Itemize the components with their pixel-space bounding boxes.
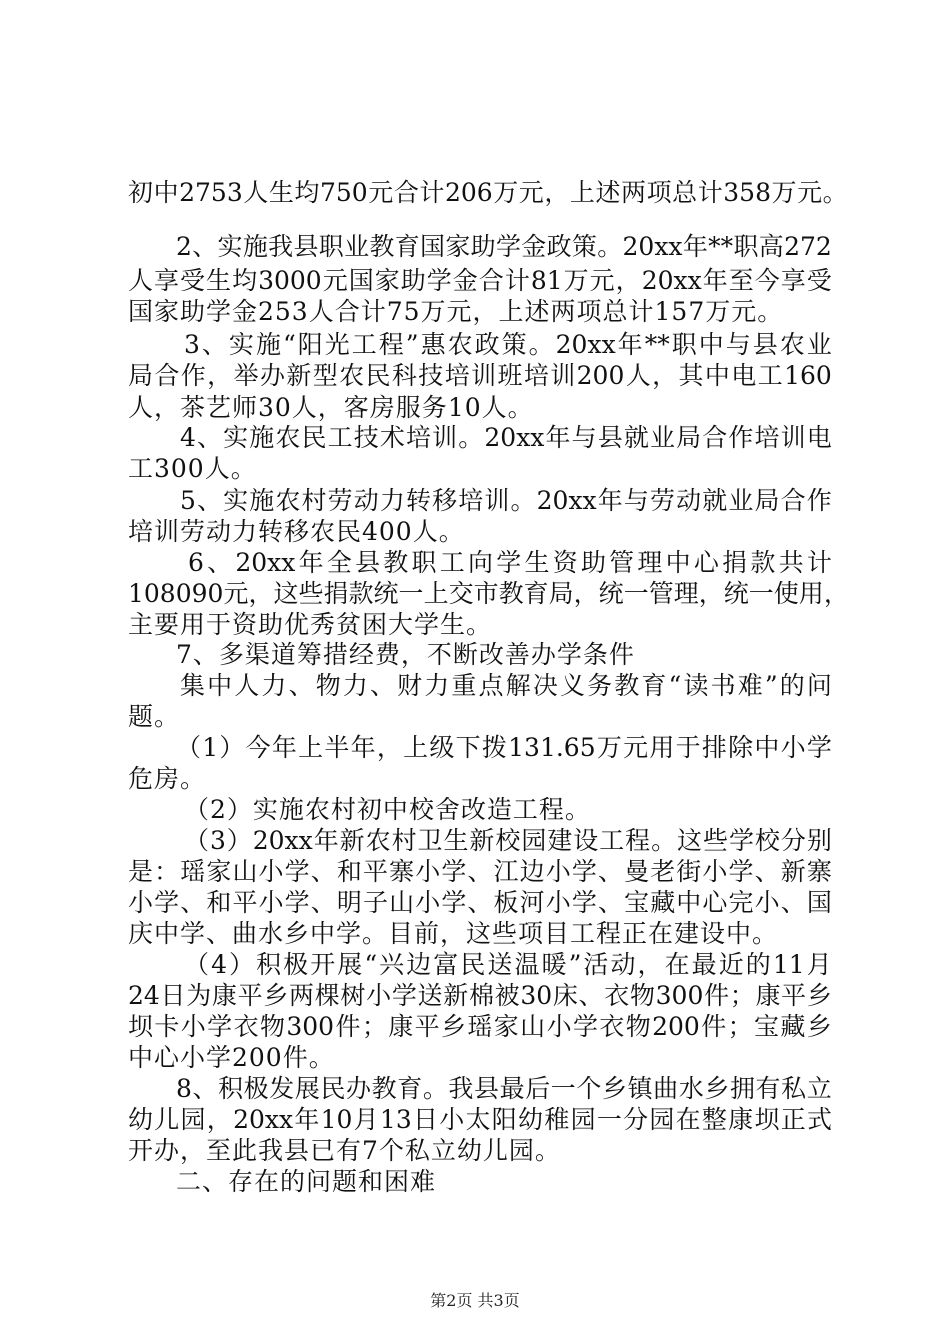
text-line: 4 、 实 施 农 民 工 技 术 培 训 。 20xx 年 与 县 就 业 局 合 作 培 训 电 <box>180 423 832 452</box>
text-line: 5 、 实 施 农 村 劳 动 力 转 移 培 训 。 20xx 年 与 劳 动 就 业 局 合 作 <box>180 486 832 515</box>
text-line: 坝 卡 小 学 衣 物 300 件 ； 康 平 乡 瑶 家 山 小 学 衣 物 200 件 ； 宝 藏 乡 <box>128 1012 832 1041</box>
text-line: （ 1 ） 今 年 上 半 年 ， 上 级 下 拨 131.65 万 元 用 于 排 除 中 小 学 <box>176 733 832 762</box>
text-line: 2 、 实 施 我 县 职 业 教 育 国 家 助 学 金 政 策 。 20xx 年 ** 职 高 272 <box>176 232 832 261</box>
text-line: （ 3 ） 20xx 年 新 农 村 卫 生 新 校 园 建 设 工 程 。 这 些 学 校 分 别 <box>184 826 832 855</box>
text-line: 7、多渠道筹措经费，不断改善办学条件 <box>176 640 635 669</box>
text-line: （ 4 ） 积 极 开 展 “ 兴 边 富 民 送 温 暖 ” 活 动 ， 在 最 近 的 11 月 <box>184 950 832 979</box>
text-line: 108090 元 ， 这 些 捐 款 统 一 上 交 市 教 育 局 ， 统 一 管 理 ， 统 一 使 用 ， <box>128 579 849 608</box>
text-line: 局 合 作 ， 举 办 新 型 农 民 科 技 培 训 班 培 训 200 人 ， 其 中 电 工 160 <box>128 361 832 390</box>
text-line: 8 、 积 极 发 展 民 办 教 育 。 我 县 最 后 一 个 乡 镇 曲 水 乡 拥 有 私 立 <box>176 1074 832 1103</box>
text-line: 危房。 <box>128 764 207 793</box>
text-line: 国家助学金253人合计75万元，上述两项总计157万元。 <box>128 297 784 326</box>
text-line: （2）实施农村初中校舍改造工程。 <box>184 795 591 824</box>
text-line: 开办，至此我县已有7个私立幼儿园。 <box>128 1136 561 1165</box>
text-line: 小 学 、 和 平 小 学 、 明 子 山 小 学 、 板 河 小 学 、 宝 藏 中 心 完 小 、 国 <box>128 888 832 917</box>
text-line: 人，茶艺师30人，客房服务10人。 <box>128 393 534 422</box>
text-line: 3 、 实 施 “ 阳 光 工 程 ” 惠 农 政 策 。 20xx 年 ** 职 中 与 县 农 业 <box>184 330 832 359</box>
text-line: 工300人。 <box>128 454 257 483</box>
page-number-footer: 第2页 共3页 <box>430 1291 520 1310</box>
text-line: 主要用于资助优秀贫困大学生。 <box>128 610 493 639</box>
text-line: 是 ： 瑶 家 山 小 学 、 和 平 寨 小 学 、 江 边 小 学 、 曼 老 街 小 学 、 新 寨 <box>128 857 832 886</box>
text-line: 24 日 为 康 平 乡 两 棵 树 小 学 送 新 棉 被 30 床 、 衣 物 300 件 ； 康 平 乡 <box>128 981 832 1010</box>
text-line: 幼 儿 园 ， 20xx 年 10 月 13 日 小 太 阳 幼 稚 园 一 分 园 在 整 康 坝 正 式 <box>128 1105 832 1134</box>
text-line: 题。 <box>128 702 181 731</box>
text-line: 人 享 受 生 均 3000 元 国 家 助 学 金 合 计 81 万 元 ， 20xx 年 至 今 享 受 <box>128 266 832 295</box>
text-line: 6 、 20xx 年 全 县 教 职 工 向 学 生 资 助 管 理 中 心 捐 款 共 计 <box>188 548 832 577</box>
text-line: 中心小学200件。 <box>128 1043 335 1072</box>
text-line: 培训劳动力转移农民400人。 <box>128 517 465 546</box>
text-line: 庆中学、曲水乡中学。目前，这些项目工程正在建设中。 <box>128 919 779 948</box>
text-line: 集 中 人 力 、 物 力 、 财 力 重 点 解 决 义 务 教 育 “ 读 书 难 ” 的 问 <box>180 671 832 700</box>
text-line: 初 中 2753 人 生 均 750 元 合 计 206 万 元 ， 上 述 两 项 总 计 358 万 元 。 <box>128 178 848 207</box>
section-heading: 二、存在的问题和困难 <box>176 1167 437 1196</box>
